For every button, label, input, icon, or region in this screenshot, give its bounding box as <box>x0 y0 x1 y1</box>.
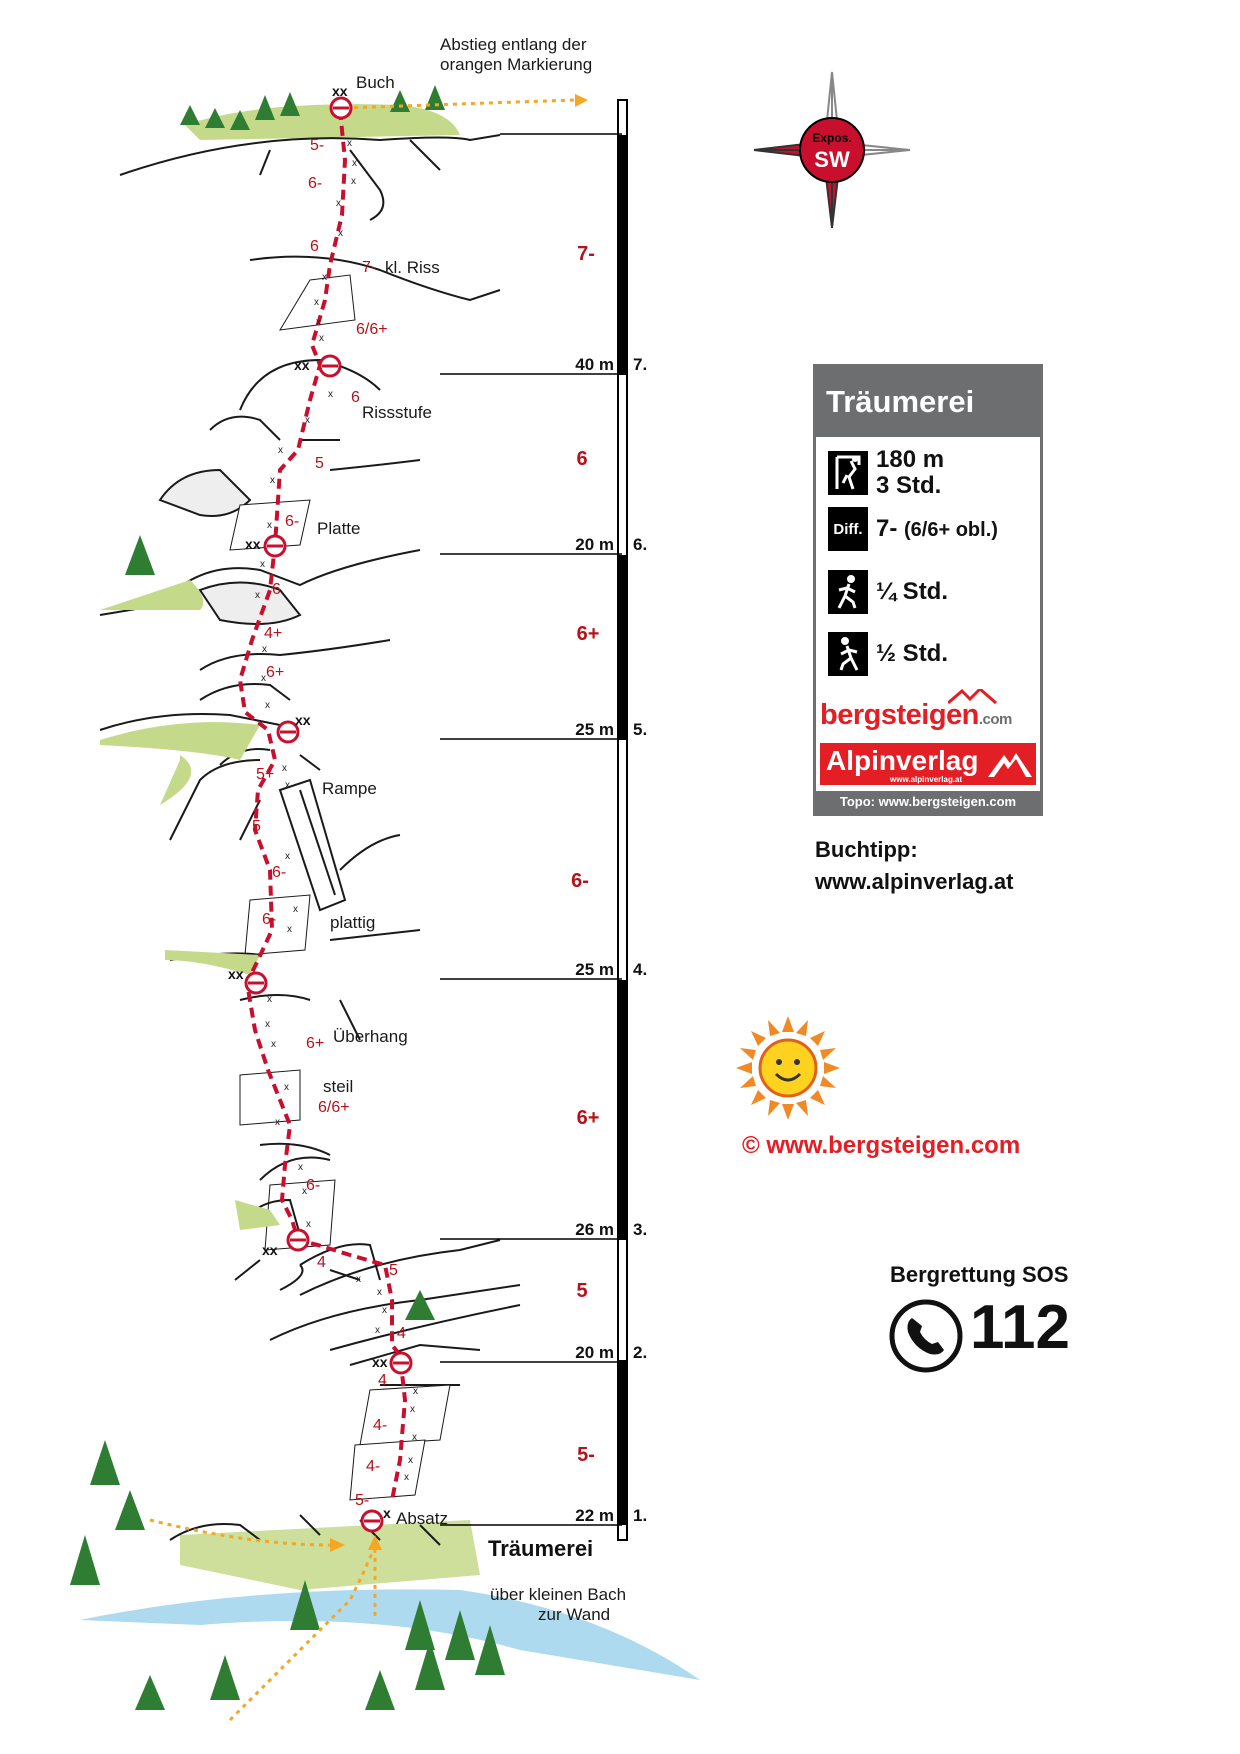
svg-text:5-: 5- <box>310 137 325 154</box>
svg-text:x: x <box>305 415 310 426</box>
svg-text:xx: xx <box>245 536 261 552</box>
belay-6 <box>265 536 285 556</box>
svg-text:x: x <box>328 389 333 400</box>
svg-text:x: x <box>255 590 260 601</box>
svg-text:plattig: plattig <box>330 913 376 932</box>
length-row <box>828 447 944 499</box>
svg-text:x: x <box>338 228 343 239</box>
svg-text:6+: 6+ <box>266 664 285 681</box>
pitch-labels <box>571 243 647 1525</box>
svg-text:zur Wand: zur Wand <box>538 1605 611 1624</box>
svg-text:x: x <box>356 1274 361 1285</box>
svg-text:x: x <box>316 317 321 328</box>
svg-text:4-: 4- <box>373 1417 388 1434</box>
approach-row <box>828 570 948 614</box>
svg-text:25 m: 25 m <box>575 720 614 739</box>
svg-text:Überhang: Überhang <box>333 1027 408 1046</box>
svg-text:7-: 7- <box>362 259 377 276</box>
svg-text:x: x <box>383 1505 391 1521</box>
difficulty-badge: Diff. <box>828 507 868 551</box>
alpinverlag-mountain-icon <box>988 749 1032 779</box>
svg-text:xx: xx <box>294 357 310 373</box>
alpinverlag-logo-text: Alpinverlag <box>826 745 979 776</box>
svg-text:6/6+: 6/6+ <box>318 1099 350 1116</box>
route-info-box <box>813 364 1043 816</box>
bergsteigen-logo-text: bergsteigen <box>820 699 979 731</box>
summit-area <box>120 104 500 220</box>
svg-text:x: x <box>267 994 272 1005</box>
route-length: 180 m <box>876 446 945 473</box>
svg-text:5: 5 <box>252 818 261 835</box>
bergsteigen-logo-suffix: .com <box>978 711 1012 728</box>
svg-text:x: x <box>285 851 290 862</box>
svg-text:x: x <box>284 1082 289 1093</box>
svg-text:6: 6 <box>576 448 588 470</box>
svg-text:xx: xx <box>228 966 244 982</box>
route-name-label: Träumerei <box>488 1536 594 1561</box>
svg-text:xx: xx <box>295 712 311 728</box>
svg-text:5-: 5- <box>577 1444 595 1466</box>
svg-text:x: x <box>408 1455 413 1466</box>
svg-text:40 m: 40 m <box>575 355 614 374</box>
svg-text:6+: 6+ <box>576 1107 600 1129</box>
belay-2 <box>391 1353 411 1373</box>
svg-text:4.: 4. <box>633 960 648 979</box>
belay-4 <box>246 973 266 993</box>
svg-text:x: x <box>302 1186 307 1197</box>
svg-text:x: x <box>306 1219 311 1230</box>
svg-text:Rampe: Rampe <box>322 779 377 798</box>
rock-outlines <box>100 257 520 1500</box>
copyright-link[interactable]: © www.bergsteigen.com <box>742 1132 1021 1159</box>
svg-text:6: 6 <box>310 238 319 255</box>
svg-text:4-: 4- <box>366 1458 381 1475</box>
svg-text:x: x <box>271 1039 276 1050</box>
svg-text:4: 4 <box>378 1372 387 1389</box>
mountain-logo-icon <box>948 689 1008 705</box>
svg-text:20 m: 20 m <box>575 1343 614 1362</box>
svg-text:4: 4 <box>397 1325 406 1342</box>
svg-text:x: x <box>336 198 341 209</box>
belay-1 <box>362 1511 382 1531</box>
svg-text:x: x <box>413 1386 418 1397</box>
descent-time: ½ Std. <box>876 640 949 667</box>
svg-text:6: 6 <box>272 581 281 598</box>
svg-text:5: 5 <box>576 1280 588 1302</box>
svg-text:3.: 3. <box>633 1220 648 1239</box>
svg-text:6: 6 <box>351 389 360 406</box>
compass-rose <box>754 72 910 228</box>
svg-text:5+: 5+ <box>256 766 275 783</box>
svg-text:5: 5 <box>389 1262 398 1279</box>
svg-text:22 m: 22 m <box>575 1506 614 1525</box>
svg-text:x: x <box>322 272 327 283</box>
svg-text:7.: 7. <box>633 355 648 374</box>
emergency-number[interactable]: 112 <box>970 1293 1071 1362</box>
book-tip-link[interactable]: www.alpinverlag.at <box>815 869 1014 894</box>
phone-icon <box>888 1298 964 1374</box>
descent-arrowhead <box>575 94 588 107</box>
svg-text:x: x <box>404 1472 409 1483</box>
route-duration: 3 Std. <box>876 472 942 499</box>
route-grade-labels <box>252 137 406 1509</box>
svg-text:x: x <box>410 1404 415 1415</box>
svg-text:6+: 6+ <box>306 1035 325 1052</box>
belay-3 <box>288 1230 308 1250</box>
svg-text:x: x <box>347 138 352 149</box>
climber-icon <box>828 451 868 495</box>
hiker-approach-icon <box>828 570 868 614</box>
svg-text:x: x <box>377 1287 382 1298</box>
svg-text:xx: xx <box>332 83 348 99</box>
svg-text:x: x <box>262 644 267 655</box>
sun-logo-icon <box>736 1016 840 1120</box>
svg-text:x: x <box>314 297 319 308</box>
svg-text:über kleinen Bach: über kleinen Bach <box>490 1585 627 1604</box>
svg-text:x: x <box>267 520 272 531</box>
svg-text:Abstieg entlang der: Abstieg entlang der <box>440 35 587 54</box>
svg-text:Absatz: Absatz <box>396 1509 448 1528</box>
route-difficulty: 7- <box>876 514 898 542</box>
svg-text:kl. Riss: kl. Riss <box>385 258 440 277</box>
svg-text:6.: 6. <box>633 535 648 554</box>
svg-text:Platte: Platte <box>317 519 361 538</box>
svg-text:x: x <box>351 176 356 187</box>
svg-text:x: x <box>412 1432 417 1443</box>
svg-text:20 m: 20 m <box>575 535 614 554</box>
svg-text:4: 4 <box>317 1254 326 1271</box>
svg-text:x: x <box>260 559 265 570</box>
book-tip-label: Buchtipp: <box>815 837 918 862</box>
svg-text:6-: 6- <box>262 911 277 928</box>
bolt-markers <box>255 138 418 1483</box>
svg-text:6-: 6- <box>272 864 287 881</box>
difficulty-row <box>828 507 998 551</box>
topo-credit: Topo: www.bergsteigen.com <box>816 791 1040 813</box>
svg-text:x: x <box>298 1162 303 1173</box>
svg-text:x: x <box>261 673 266 684</box>
svg-text:1.: 1. <box>633 1506 648 1525</box>
route-title: Träumerei <box>816 367 1040 437</box>
svg-text:x: x <box>319 333 324 344</box>
alpinverlag-logo-url: www.alpinverlag.at <box>890 775 963 784</box>
svg-text:5-: 5- <box>355 1492 370 1509</box>
svg-text:x: x <box>282 763 287 774</box>
sos-label: Bergrettung SOS <box>890 1262 1069 1287</box>
svg-text:x: x <box>265 700 270 711</box>
svg-text:5: 5 <box>315 455 324 472</box>
svg-text:x: x <box>287 924 292 935</box>
svg-text:x: x <box>293 904 298 915</box>
belay-7 <box>320 356 340 376</box>
svg-text:6-: 6- <box>571 870 589 892</box>
approach-time: ¼ Std. <box>876 578 949 605</box>
svg-text:x: x <box>270 475 275 486</box>
svg-text:x: x <box>285 780 290 791</box>
svg-text:SW: SW <box>814 147 850 172</box>
svg-text:6/6+: 6/6+ <box>356 321 388 338</box>
svg-text:x: x <box>352 158 357 169</box>
svg-text:5.: 5. <box>633 720 648 739</box>
svg-text:26 m: 26 m <box>575 1220 614 1239</box>
svg-text:Rissstufe: Rissstufe <box>362 403 432 422</box>
svg-text:2.: 2. <box>633 1343 648 1362</box>
svg-text:6-: 6- <box>306 1177 321 1194</box>
svg-text:orangen Markierung: orangen Markierung <box>440 55 593 74</box>
belay-top <box>331 98 351 118</box>
svg-text:x: x <box>275 1117 280 1128</box>
pitch-scale <box>440 100 627 1540</box>
svg-text:x: x <box>265 1019 270 1030</box>
svg-text:7-: 7- <box>577 243 595 265</box>
svg-text:xx: xx <box>372 1354 388 1370</box>
svg-text:xx: xx <box>262 1242 278 1258</box>
svg-text:Expos.: Expos. <box>812 131 852 145</box>
book-tip <box>815 834 1013 898</box>
hiker-descent-icon <box>828 632 868 676</box>
svg-text:6-: 6- <box>308 175 323 192</box>
svg-text:x: x <box>382 1305 387 1316</box>
svg-text:x: x <box>375 1325 380 1336</box>
svg-text:4+: 4+ <box>264 625 283 642</box>
svg-text:steil: steil <box>323 1077 354 1096</box>
svg-text:6-: 6- <box>285 513 300 530</box>
svg-text:x: x <box>278 445 283 456</box>
svg-text:25 m: 25 m <box>575 960 614 979</box>
svg-text:Buch: Buch <box>356 73 395 92</box>
route-difficulty-note: (6/6+ obl.) <box>904 518 998 541</box>
svg-text:6+: 6+ <box>576 623 600 645</box>
bergsteigen-logo <box>820 699 1012 732</box>
descent-row <box>828 632 948 676</box>
alpinverlag-logo <box>820 743 1036 785</box>
